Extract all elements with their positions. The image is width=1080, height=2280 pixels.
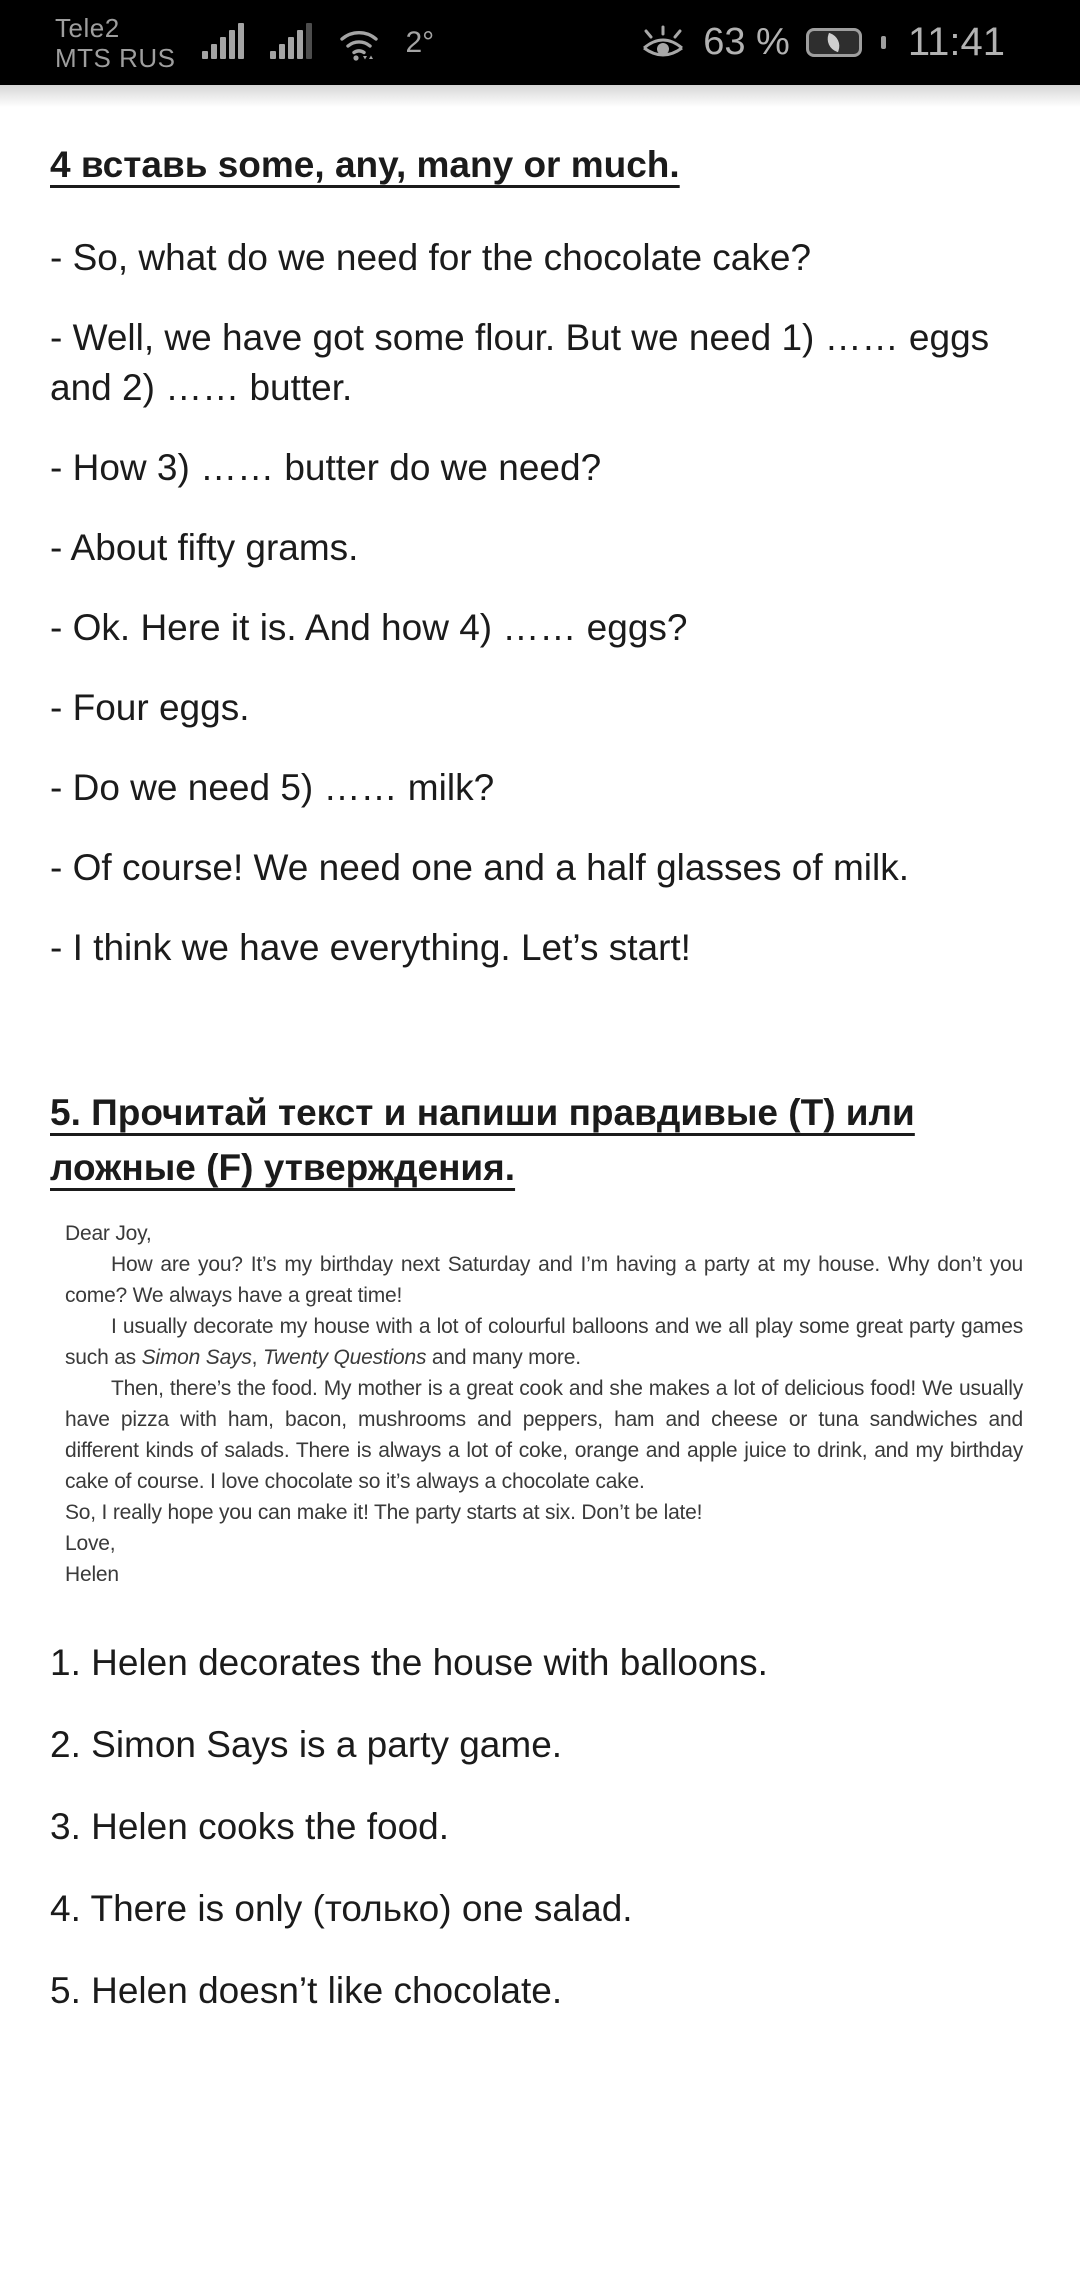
exercise4-title: 4 вставь some, any, many or much. — [50, 144, 680, 185]
exercise5-title: 5. Прочитай текст и напиши правдивые (T) или ложные (F) утверждения. — [50, 1091, 915, 1188]
clock-label: 11:41 — [907, 20, 1005, 64]
game-name-italic: Twenty Questions — [262, 1345, 427, 1369]
letter-closing: Love, — [65, 1531, 116, 1555]
carrier-line2: MTS RUS — [55, 42, 176, 73]
letter-signature: Helen — [65, 1562, 119, 1586]
letter-paragraph — [65, 1311, 1023, 1373]
dialogue-line: - Ok. Here it is. And how 4) …… eggs? — [50, 606, 688, 648]
battery-tip — [881, 36, 886, 49]
status-bar — [0, 0, 1080, 85]
dialogue-line: - Well, we have got some flour. But we need 1) …… eggs and 2) …… butter. — [50, 316, 990, 408]
statement-item: 1. Helen decorates the house with balloons. — [50, 1641, 768, 1683]
carrier-label — [55, 13, 176, 73]
statusbar-shadow — [0, 85, 1080, 107]
letter-paragraph: Then, there’s the food. My mother is a great cook and she makes a lot of delicious food! We usually have pizza with ham, bacon, mushrooms and peppers, ham and cheese or tuna sandwiches and different kinds of salads. There is always a lot of coke, orange and apple juice to drink, and my birthday cake of course. I love chocolate so it’s always a chocolate cake. — [65, 1376, 1023, 1493]
statement-item: 5. Helen doesn’t like chocolate. — [50, 1969, 563, 2011]
dialogue-line: - I think we have everything. Let’s start! — [50, 926, 691, 968]
letter-paragraph-text: and many more. — [426, 1345, 581, 1369]
battery-percent-label: 63 % — [703, 21, 790, 63]
status-bar-right — [639, 20, 1005, 65]
signal-strength-sim2-icon — [270, 24, 312, 62]
status-bar-left — [55, 13, 434, 73]
statement-item: 4. There is only (только) one salad. — [50, 1887, 633, 1929]
carrier-line1: Tele2 — [55, 12, 120, 43]
leaf-icon — [824, 33, 843, 52]
dialogue-line: - About fifty grams. — [50, 526, 359, 568]
dialogue-line: - Do we need 5) …… milk? — [50, 766, 495, 808]
dialogue-line: - How 3) …… butter do we need? — [50, 446, 602, 488]
wifi-icon — [338, 25, 380, 61]
dialogue-line: - Four eggs. — [50, 686, 250, 728]
temperature-label: 2° — [405, 25, 435, 59]
exercise5-statements — [50, 1638, 1030, 2016]
letter-salutation: Dear Joy, — [65, 1221, 152, 1245]
letter-paragraph: So, I really hope you can make it! The party starts at six. Don’t be late! — [65, 1500, 703, 1524]
battery-power-saving-icon — [806, 28, 862, 57]
letter-paragraph-text: I usually decorate my house with a lot of colourful balloons and we all play some great party games such as — [65, 1314, 1023, 1369]
dialogue-line: - Of course! We need one and a half glasses of milk. — [50, 846, 909, 888]
statement-item: 2. Simon Says is a party game. — [50, 1723, 563, 1765]
eye-comfort-icon — [639, 24, 687, 62]
game-name-italic: Simon Says — [141, 1345, 252, 1369]
letter-paragraph: How are you? It’s my birthday next Saturday and I’m having a party at my house. Why don’t you come? We always have a great time! — [65, 1252, 1023, 1307]
document-scroll-area[interactable] — [0, 107, 1080, 2016]
statement-item: 3. Helen cooks the food. — [50, 1805, 450, 1847]
exercise4-dialogue — [50, 233, 1030, 973]
letter-paragraph-text: , — [251, 1345, 263, 1369]
signal-strength-sim1-icon — [202, 24, 244, 62]
dialogue-line: - So, what do we need for the chocolate cake? — [50, 236, 812, 278]
letter-text-block — [65, 1218, 1023, 1590]
